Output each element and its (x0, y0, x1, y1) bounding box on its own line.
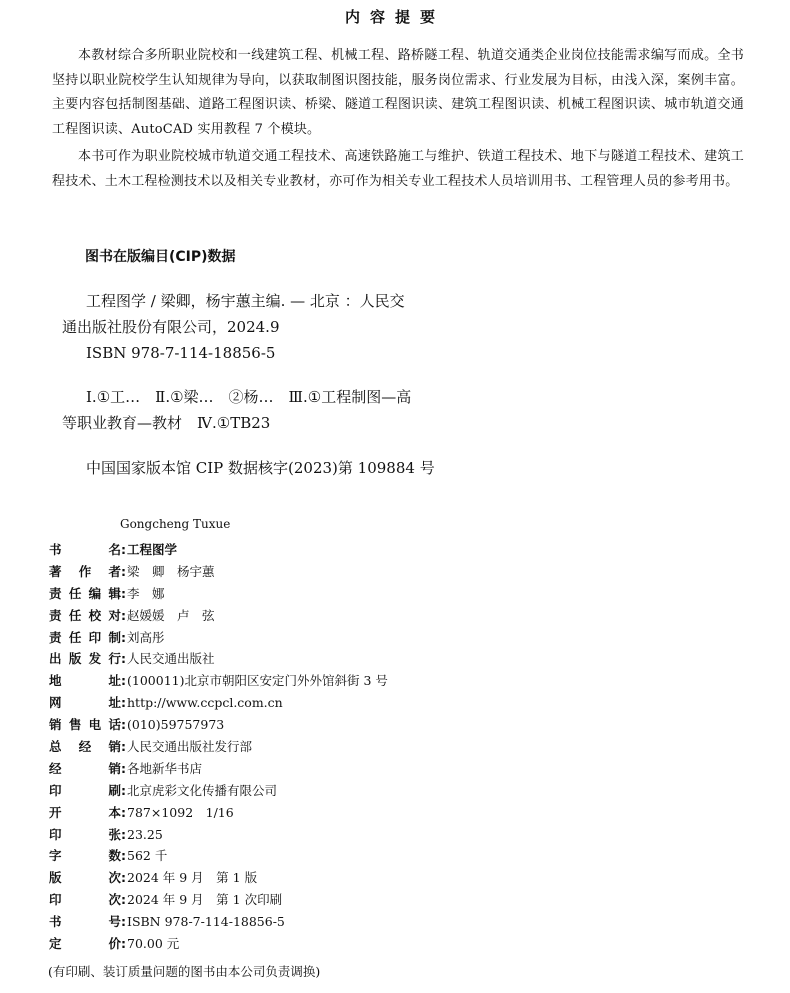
info-value: 23.25 (127, 826, 163, 842)
info-row-edition: 版次:2024 年 9 月 第 1 版 (49, 867, 609, 889)
info-row-printer: 印刷:北京虎彩文化传播有限公司 (49, 780, 609, 802)
info-value: 2024 年 9 月 第 1 次印刷 (127, 892, 283, 908)
cip-class-line-2: 等职业教育—教材 Ⅳ.①TB23 (62, 414, 271, 432)
info-label: 开本 (49, 804, 121, 820)
info-value: (010)59757973 (127, 717, 225, 733)
info-label: 销售电话 (49, 717, 121, 733)
info-row-sheets: 印张:23.25 (49, 824, 609, 846)
info-value: 人民交通出版社 (127, 651, 215, 667)
info-row-authors: 著作者:梁 卿 杨宇蕙 (49, 561, 609, 583)
publication-info (49, 539, 609, 955)
info-value: 787×1092 1/16 (127, 804, 234, 820)
info-row-word-count: 字数:562 千 (49, 845, 609, 867)
cip-isbn-line: ISBN 978-7-114-18856-5 (86, 344, 276, 362)
info-value: 各地新华书店 (127, 760, 203, 776)
cip-class-line-1: Ⅰ.①工… Ⅱ.①梁… ②杨… Ⅲ.①工程制图—高 (86, 388, 412, 406)
info-row-printing: 印次:2024 年 9 月 第 1 次印刷 (49, 889, 609, 911)
quality-note: (有印刷、装订质量问题的图书由本公司负责调换) (48, 964, 321, 979)
info-value: 人民交通出版社发行部 (127, 739, 253, 755)
info-label: 印次 (49, 892, 121, 908)
book-title-pinyin: Gongcheng Tuxue (120, 517, 231, 531)
info-value: 2024 年 9 月 第 1 版 (127, 870, 258, 886)
info-row-website: 网址:http://www.ccpcl.com.cn (49, 692, 609, 714)
info-row-print-supervisor: 责任印制:刘高彤 (49, 627, 609, 649)
info-value: 70.00 元 (127, 936, 180, 952)
info-value: 梁 卿 杨宇蕙 (127, 563, 215, 579)
info-label: 出版发行 (49, 651, 121, 667)
info-row-isbn: 书号:ISBN 978-7-114-18856-5 (49, 911, 609, 933)
info-label: 著作者 (49, 563, 121, 579)
summary-paragraph-1: 本教材综合多所职业院校和一线建筑工程、机械工程、路桥隧工程、轨道交通类企业岗位技能需求编写而成。全书坚持以职业院校学生认知规律为导向，以获取制图识图技能，服务岗位需求、行业发展为目标，由浅入深，案例丰富。主要内容包括制图基础、道路工程图识读、桥梁、隧道工程图识读、建筑工程图识读、机械工程图识读、城市轨道交通工程图识读、AutoCAD 实用教程 7 个模块。 (52, 48, 744, 137)
info-value: 赵媛媛 卢 弦 (127, 607, 215, 623)
info-label: 书号 (49, 914, 121, 930)
info-value: 刘高彤 (127, 629, 165, 645)
info-value: 李 娜 (127, 585, 165, 601)
info-row-general-distributor: 总经销:人民交通出版社发行部 (49, 736, 609, 758)
info-row-address: 地址:(100011)北京市朝阳区安定门外外馆斜街 3 号 (49, 670, 609, 692)
info-row-book-title: 书名:工程图学 (49, 539, 609, 561)
cip-heading: 图书在版编目(CIP)数据 (85, 249, 236, 265)
info-label: 地址 (49, 673, 121, 689)
summary-section (52, 44, 744, 197)
info-label: 责任印制 (49, 629, 121, 645)
cip-title-block (62, 288, 502, 366)
info-row-publisher: 出版发行:人民交通出版社 (49, 648, 609, 670)
info-row-proofreader: 责任校对:赵媛媛 卢 弦 (49, 605, 609, 627)
info-label: 印刷 (49, 782, 121, 798)
info-label: 书名 (49, 542, 121, 557)
info-label: 总经销 (49, 739, 121, 755)
cip-title-line-2: 通出版社股份有限公司，2024.9 (62, 318, 280, 336)
info-row-editor: 责任编辑:李 娜 (49, 583, 609, 605)
info-row-sales-phone: 销售电话:(010)59757973 (49, 714, 609, 736)
info-label: 印张 (49, 826, 121, 842)
info-label: 网址 (49, 695, 121, 711)
info-row-format: 开本:787×1092 1/16 (49, 802, 609, 824)
info-row-distributor: 经销:各地新华书店 (49, 758, 609, 780)
info-value: http://www.ccpcl.com.cn (127, 695, 283, 711)
info-value: ISBN 978-7-114-18856-5 (127, 914, 285, 930)
info-label: 责任编辑 (49, 585, 121, 601)
info-label: 经销 (49, 760, 121, 776)
info-label: 责任校对 (49, 607, 121, 623)
info-value: 工程图学 (127, 542, 178, 557)
cip-classification-block (62, 384, 502, 436)
info-value: (100011)北京市朝阳区安定门外外馆斜街 3 号 (127, 673, 388, 689)
page-title: 内容提要 (344, 8, 445, 26)
cip-data-number: 中国国家版本馆 CIP 数据核字(2023)第 109884 号 (86, 459, 435, 477)
summary-paragraph-2: 本书可作为职业院校城市轨道交通工程技术、高速铁路施工与维护、铁道工程技术、地下与隧道工程技术、建筑工程技术、土木工程检测技术以及相关专业教材，亦可作为相关专业工程技术人员培训用书、工程管理人员的参考用书。 (52, 149, 744, 189)
info-label: 字数 (49, 848, 121, 864)
info-value: 562 千 (127, 848, 168, 864)
cip-title-line-1: 工程图学 / 梁卿，杨宇蕙主编. — 北京 ：人民交 (86, 292, 405, 310)
info-row-price: 定价:70.00 元 (49, 933, 609, 955)
info-value: 北京虎彩文化传播有限公司 (127, 782, 278, 798)
info-label: 版次 (49, 870, 121, 886)
info-label: 定价 (49, 936, 121, 952)
